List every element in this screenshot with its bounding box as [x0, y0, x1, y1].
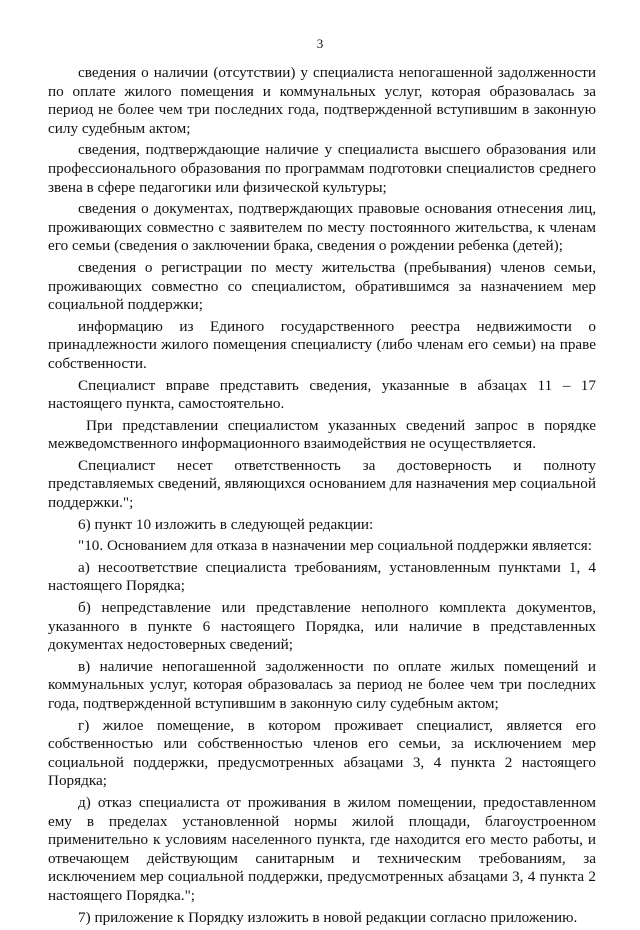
paragraph-registration-info: сведения о регистрации по месту жительства (пребывания) членов семьи, проживающих совместно со специалистом, обратившимся за назначением мер социальной поддержки; — [48, 258, 596, 314]
paragraph-self-submission: Специалист вправе представить сведения, указанные в абзацах 11 – 17 настоящего пункта, самостоятельно. — [48, 376, 596, 413]
paragraph-item-6: 6) пункт 10 изложить в следующей редакции: — [78, 515, 374, 533]
paragraph-debt-info: сведения о наличии (отсутствии) у специалиста непогашенной задолженности по оплате жилого помещения и коммунальных услуг, которая образовалась за период не более чем три последних года, подтвержденной вступившим в законную силу судебным актом; — [48, 64, 596, 137]
page-number: 3 — [316, 36, 324, 51]
paragraph-responsibility: Специалист несет ответственность за достоверность и полноту представляемых сведений, являющихся основанием для назначения мер социальной поддержки."; — [48, 456, 596, 512]
paragraph-education-info: сведения, подтверждающие наличие у специалиста высшего образования или профессионального образования по программам подготовки специалистов среднего звена в сфере педагогики или физической культуры; — [48, 141, 596, 196]
paragraph-item-7: 7) приложение к Порядку изложить в новой редакции согласно приложению. — [78, 908, 578, 926]
paragraph-interagency-request: При представлении специалистом указанных сведений запрос в порядке межведомственного информационного взаимодействия не осуществляется. — [48, 416, 596, 453]
paragraph-property-registry: информацию из Единого государственного реестра недвижимости о принадлежности жилого помещения специалисту (либо членам его семьи) на праве собственности. — [48, 317, 596, 372]
paragraph-family-documents: сведения о документах, подтверждающих правовые основания отнесения лиц, проживающих совместно с заявителем по месту постоянного жительства, к членам его семьи (сведения о заключении брака, сведения о рождении ребенка (детей); — [48, 200, 596, 255]
paragraph-clause-a: а) несоответствие специалиста требованиям, установленным пунктами 1, 4 настоящего Порядка; — [48, 558, 596, 595]
paragraph-clause-b: б) непредставление или представление неполного комплекта документов, указанного в пункте 6 настоящего Порядка, или наличие в представленных документах недостоверных сведений; — [48, 599, 596, 654]
paragraph-clause-10-intro: "10. Основанием для отказа в назначении мер социальной поддержки является: — [78, 537, 592, 555]
paragraph-clause-d: д) отказ специалиста от проживания в жилом помещении, предоставленном ему в пределах установленной нормы жилой площади, благоустроенном применительно к условиям населенного пункта, где находится его место работы, и отвечающем действующим санитарным и техническим требованиям, за исключением мер социальной поддержки, предусмотренных абзацами 3, 4 пункта 2 настоящего Порядка."; — [48, 793, 596, 904]
paragraph-clause-g: г) жилое помещение, в котором проживает специалист, является его собственностью или собственностью членов его семьи, за исключением мер социальной поддержки, предусмотренных абзацами 3, 4 пункта 2 настоящего Порядка; — [48, 716, 596, 790]
paragraph-clause-v: в) наличие непогашенной задолженности по оплате жилых помещений и коммунальных услуг, которая образовалась за период не более чем три последних года, подтвержденной вступившим в законную силу судебным актом; — [48, 657, 596, 712]
document-body — [48, 64, 596, 930]
